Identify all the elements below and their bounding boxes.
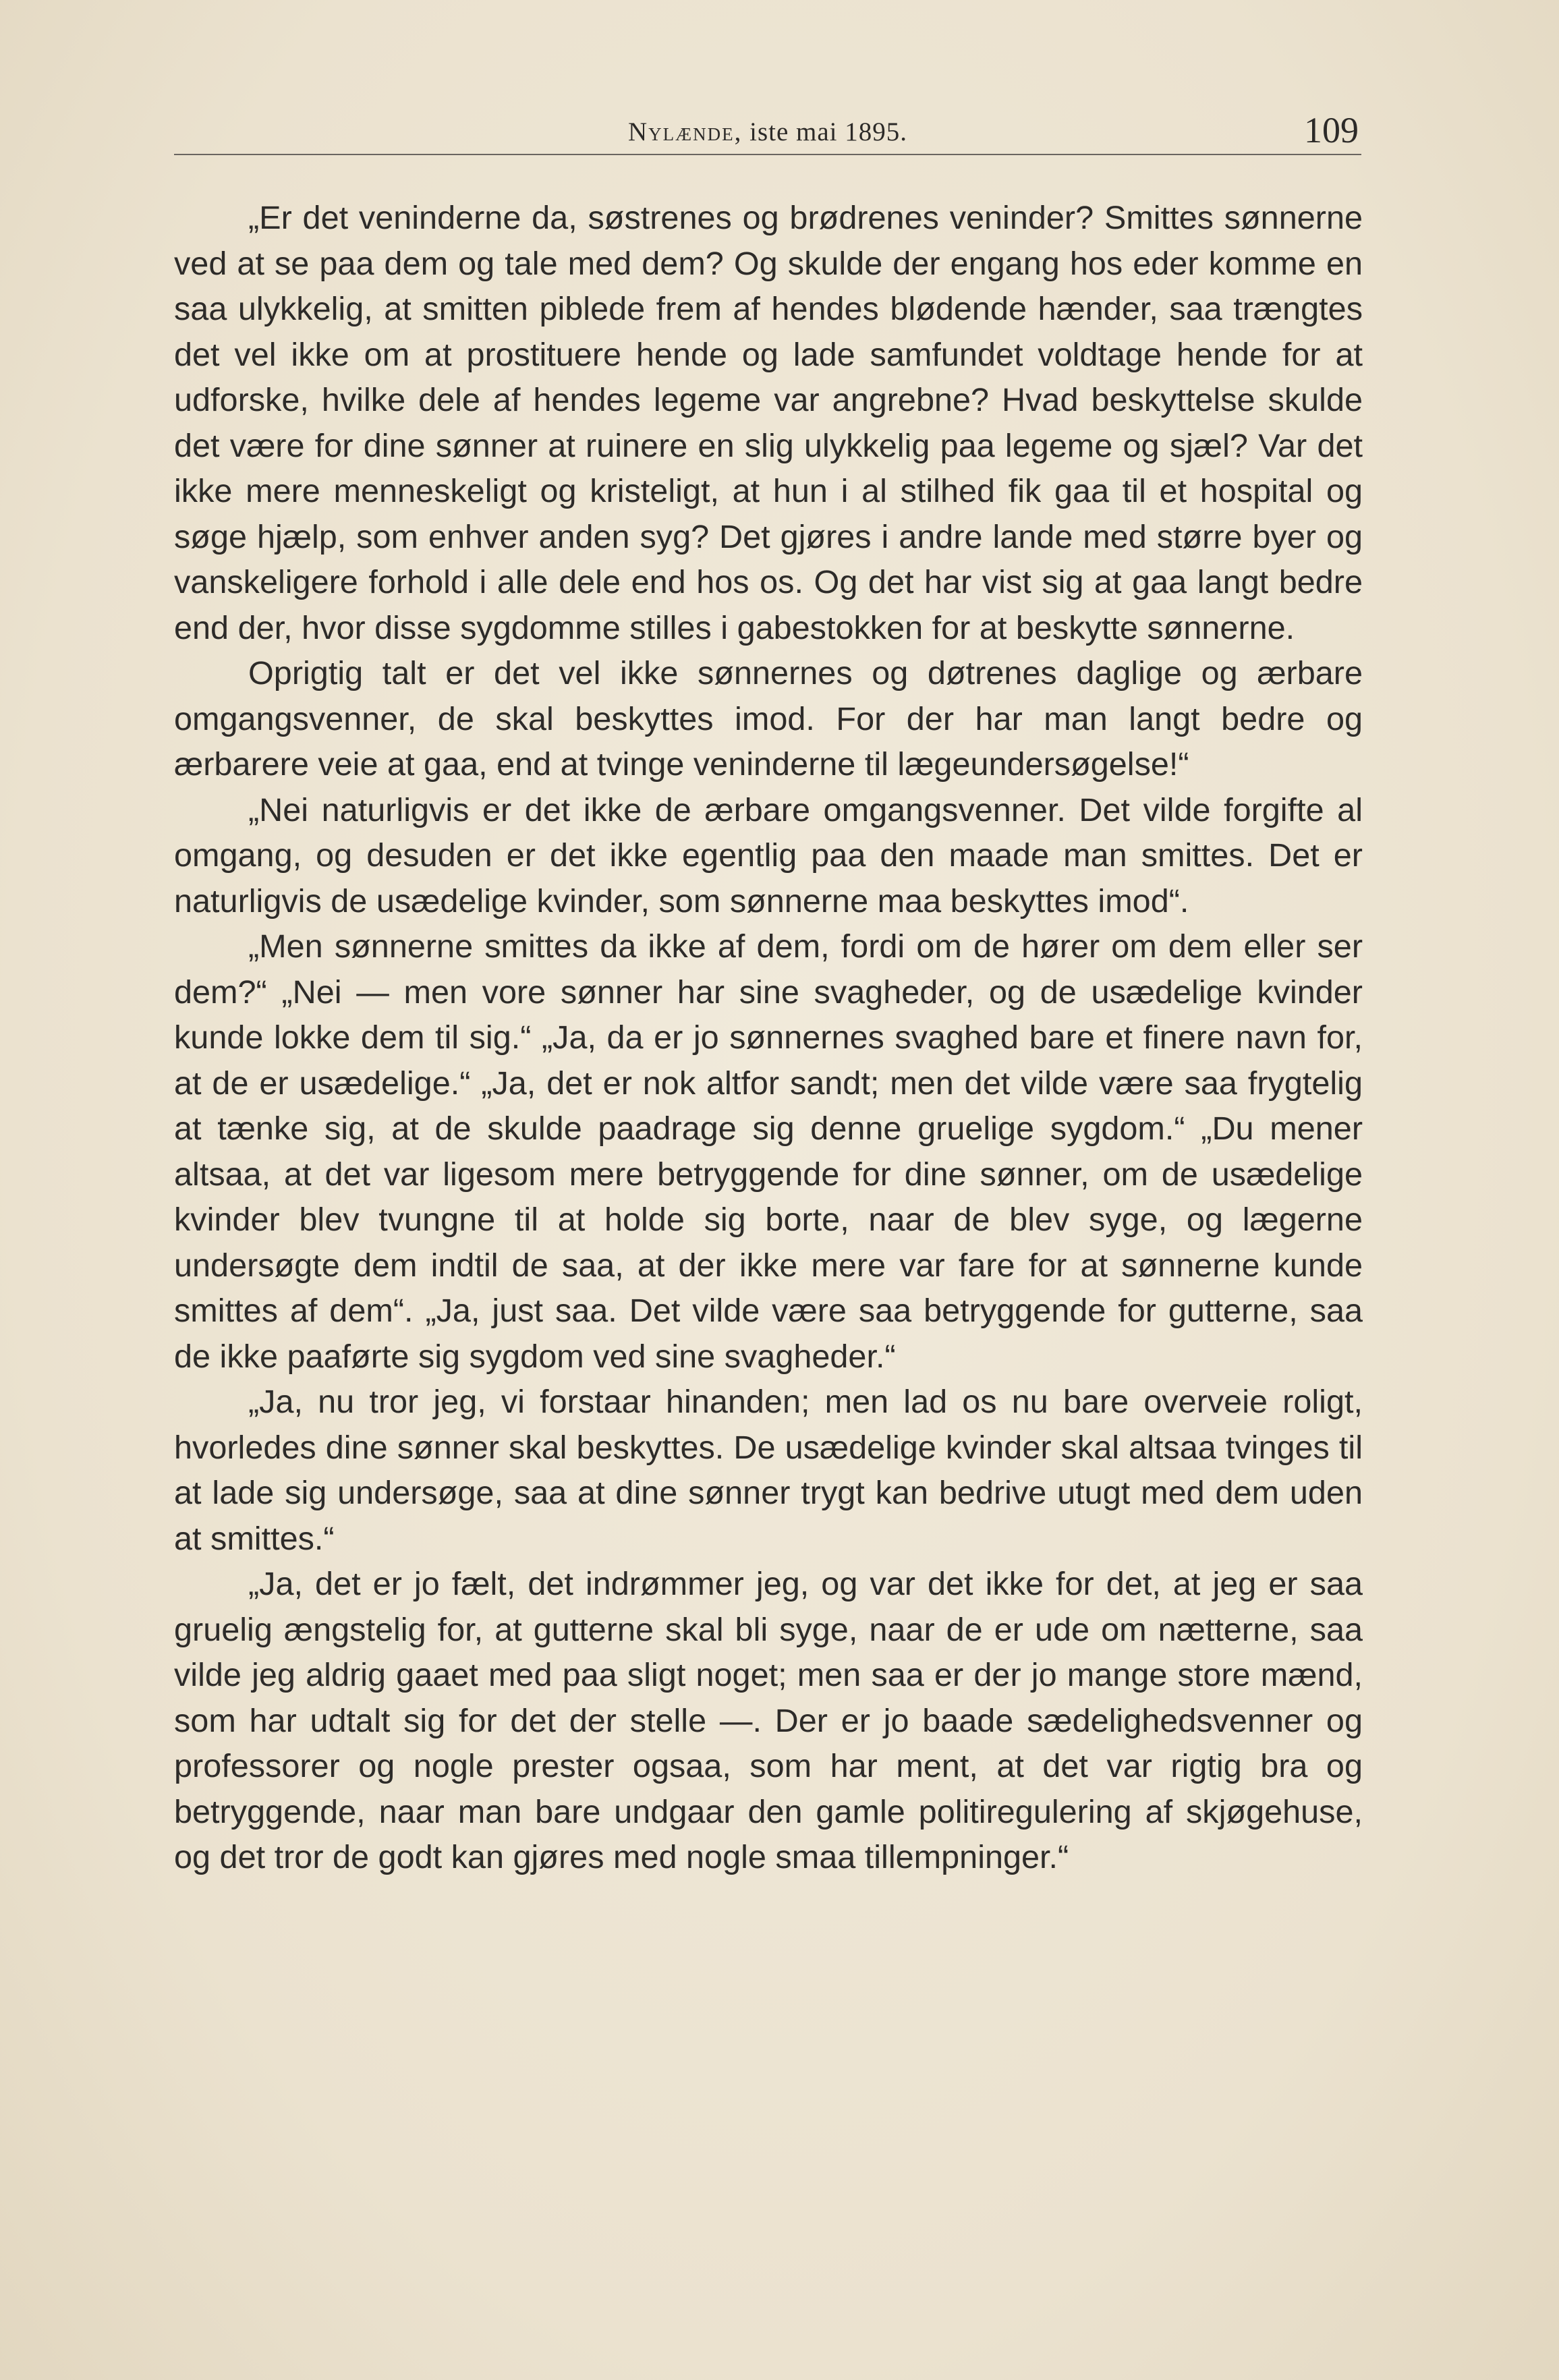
paragraph-5: „Ja, nu tror jeg, vi forstaar hinanden; men lad os nu bare overveie roligt, hvorledes dine sønner skal beskyttes. De usædelige kvinder skal altsaa tvinges til at lade sig undersøge, saa at dine sønner trygt kan bedrive utugt med dem uden at smittes.“: [174, 1384, 1363, 1557]
page-number: 109: [1304, 110, 1359, 150]
paragraph-3: „Nei naturligvis er det ikke de ærbare omgangsvenner. Det vilde forgifte al omgang, og desuden er det ikke egentlig paa den maade man smittes. Det er naturligvis de usædelige kvinder, som sønnerne maa beskyttes imod“.: [174, 791, 1363, 919]
paragraph-6: „Ja, det er jo fælt, det indrømmer jeg, og var det ikke for det, at jeg er saa gruelig ængstelig for, at gutterne skal bli syge, naar de er ude om nætterne, saa vilde jeg aldrig gaaet med paa sligt noget; men saa er der jo mange store mænd, som har udtalt sig for det der stelle —. Der er jo baade sædelighedsvenner og professorer og nogle prester ogsaa, som har ment, at det var rigtig bra og betryggende, naar man bare undgaar den gamle politiregulering af skjøgehuse, og det tror de godt kan gjøres med nogle smaa tillempninger.“: [174, 1566, 1363, 1875]
paragraph-4: „Men sønnerne smittes da ikke af dem, fordi om de hører om dem eller ser dem?“ „Nei — men vore sønner har sine svagheder, og de usædelige kvinder kunde lokke dem til sig.“ „Ja, da er jo sønnernes svaghed bare et finere navn for, at de er usædelige.“ „Ja, det er nok altfor sandt; men det vilde være saa frygtelig at tænke sig, at de skulde paadrage sig denne gruelige sygdom.“ „Du mener altsaa, at det var ligesom mere betryggende for dine sønner, om de usædelige kvinder blev tvungne til at holde sig borte, naar de blev syge, og lægerne undersøgte dem indtil de saa, at der ikke mere var fare for at sønnerne kunde smittes af dem“. „Ja, just saa. Det vilde være saa betryggende for gutterne, saa de ikke paaførte sig sygdom ved sine svagheder.“: [174, 928, 1363, 1375]
running-header: [174, 107, 1361, 155]
paragraph-1: „Er det veninderne da, søstrenes og brødrenes veninder? Smittes sønnerne ved at se paa dem og tale med dem? Og skulde der engang hos eder komme en saa ulykkelig, at smitten piblede frem af hendes blødende hænder, saa trængtes det vel ikke om at prostituere hende og lade samfundet voldtage hende for at udforske, hvilke dele af hendes legeme var angrebne? Hvad beskyttelse skulde det være for dine sønner at ruinere en slig ulykkelig paa legeme og sjæl? Var det ikke mere menneskeligt og kristeligt, at hun i al stilhed fik gaa til et hospital og søge hjælp, som enhver anden syg? Det gjøres i andre lande med større byer og vanskeligere forhold i alle dele end hos os. Og det har vist sig at gaa langt bedre end der, hvor disse sygdomme stilles i gabestokken for at beskytte sønnerne.: [174, 200, 1363, 646]
running-title: [174, 117, 1361, 147]
paragraph-2: Oprigtig talt er det vel ikke sønnernes og døtrenes daglige og ærbare omgangsvenner, de skal beskyttes imod. For der har man langt bedre og ærbarere veie at gaa, end at tvinge veninderne til lægeundersøgelse!“: [174, 655, 1363, 783]
journal-name: Nylænde,: [627, 117, 743, 146]
issue-date: iste mai 1895.: [749, 117, 908, 146]
article-body: [174, 196, 1363, 1881]
